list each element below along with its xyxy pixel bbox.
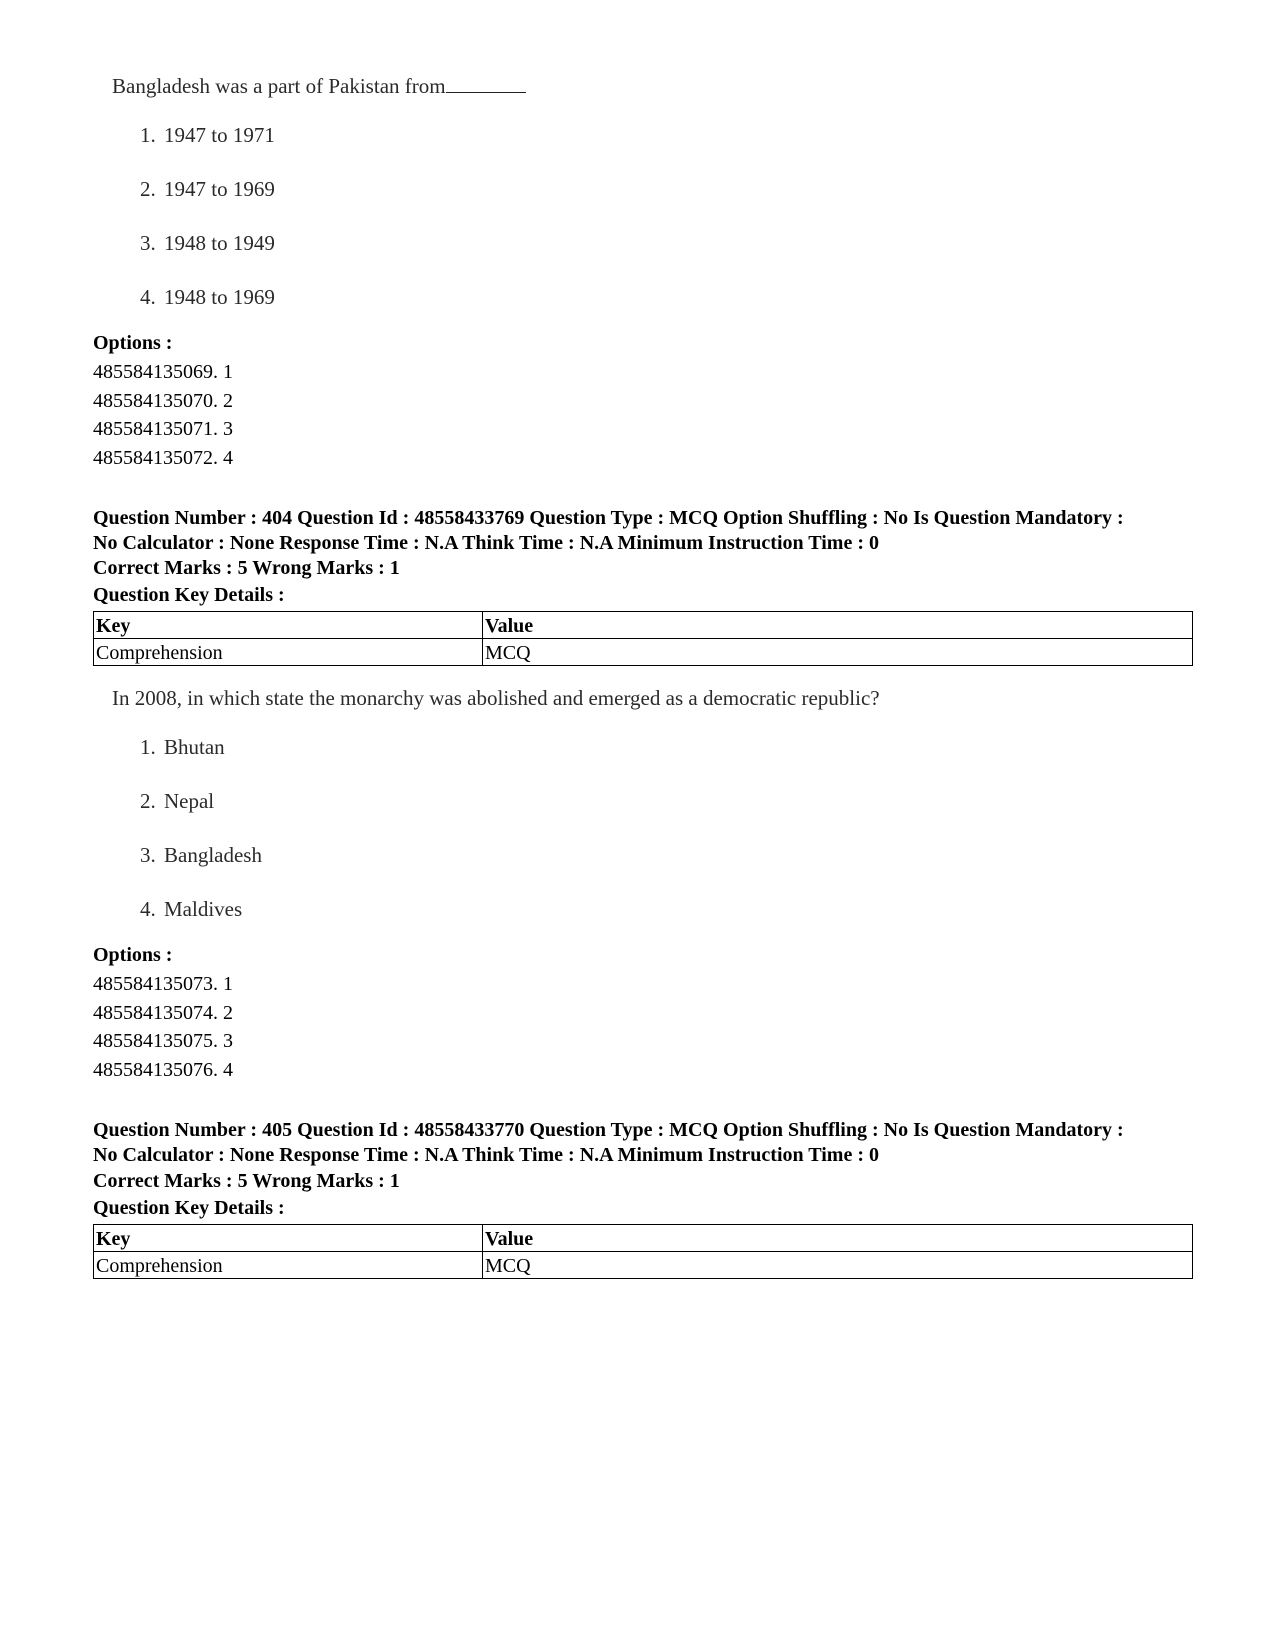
table-cell-value: MCQ <box>483 639 1193 666</box>
choice-list <box>112 123 526 339</box>
choice-item: 4. Maldives <box>140 897 243 921</box>
choice-item: 1. Bhutan <box>140 735 225 759</box>
option-item: 485584135075. 3 <box>93 1030 233 1053</box>
table-row <box>94 1252 1193 1279</box>
table-cell-value: MCQ <box>483 1252 1193 1279</box>
option-item: 485584135072. 4 <box>93 447 233 470</box>
key-details-label: Question Key Details : <box>93 584 285 606</box>
key-details-table <box>93 1224 1193 1279</box>
answer-blank <box>446 74 526 93</box>
table-cell-key: Comprehension <box>94 639 483 666</box>
table-row <box>94 639 1193 666</box>
header-value: Value <box>483 1225 1193 1252</box>
choice-item: 1. 1947 to 1971 <box>140 123 275 147</box>
option-item: 485584135073. 1 <box>93 973 233 995</box>
choice-item: 3. Bangladesh <box>140 843 262 867</box>
question-meta-line: Question Number : 404 Question Id : 48558433769 Question Type : MCQ Option Shuffling : No Is Question Mandatory : <box>93 507 1124 529</box>
option-item: 485584135071. 3 <box>93 418 233 441</box>
choice-item: 3. 1948 to 1949 <box>140 231 275 255</box>
option-item: 485584135074. 2 <box>93 1001 233 1024</box>
question-image-403 <box>112 74 526 339</box>
table-header-row <box>94 612 1193 639</box>
header-key: Key <box>94 612 483 639</box>
question-meta-line: No Calculator : None Response Time : N.A Think Time : N.A Minimum Instruction Time : 0 <box>93 531 879 554</box>
table-cell-key: Comprehension <box>94 1252 483 1279</box>
question-stem: In 2008, in which state the monarchy was abolished and emerged as a democratic republic? <box>112 686 880 710</box>
table-header-row <box>94 1225 1193 1252</box>
options-list <box>93 970 233 1085</box>
header-key: Key <box>94 1225 483 1252</box>
choice-item: 2. 1947 to 1969 <box>140 177 275 201</box>
choice-item: 2. Nepal <box>140 789 215 813</box>
option-item: 485584135070. 2 <box>93 389 233 412</box>
choice-list <box>112 735 880 951</box>
option-item: 485584135069. 1 <box>93 361 233 383</box>
header-value: Value <box>483 612 1193 639</box>
key-details-table <box>93 611 1193 666</box>
question-meta <box>93 506 1193 555</box>
question-meta-line: Question Number : 405 Question Id : 48558433770 Question Type : MCQ Option Shuffling : No Is Question Mandatory : <box>93 1119 1124 1141</box>
question-stem: Bangladesh was a part of Pakistan from <box>112 74 526 99</box>
marks-line: Correct Marks : 5 Wrong Marks : 1 <box>93 557 400 579</box>
key-details-label: Question Key Details : <box>93 1197 285 1219</box>
options-label: Options : <box>93 944 173 966</box>
options-label: Options : <box>93 332 173 354</box>
question-meta-line: No Calculator : None Response Time : N.A Think Time : N.A Minimum Instruction Time : 0 <box>93 1143 879 1166</box>
question-image-404 <box>112 686 880 951</box>
question-meta <box>93 1118 1193 1167</box>
options-list <box>93 358 233 473</box>
marks-line: Correct Marks : 5 Wrong Marks : 1 <box>93 1170 400 1192</box>
option-item: 485584135076. 4 <box>93 1059 233 1082</box>
choice-item: 4. 1948 to 1969 <box>140 285 275 309</box>
